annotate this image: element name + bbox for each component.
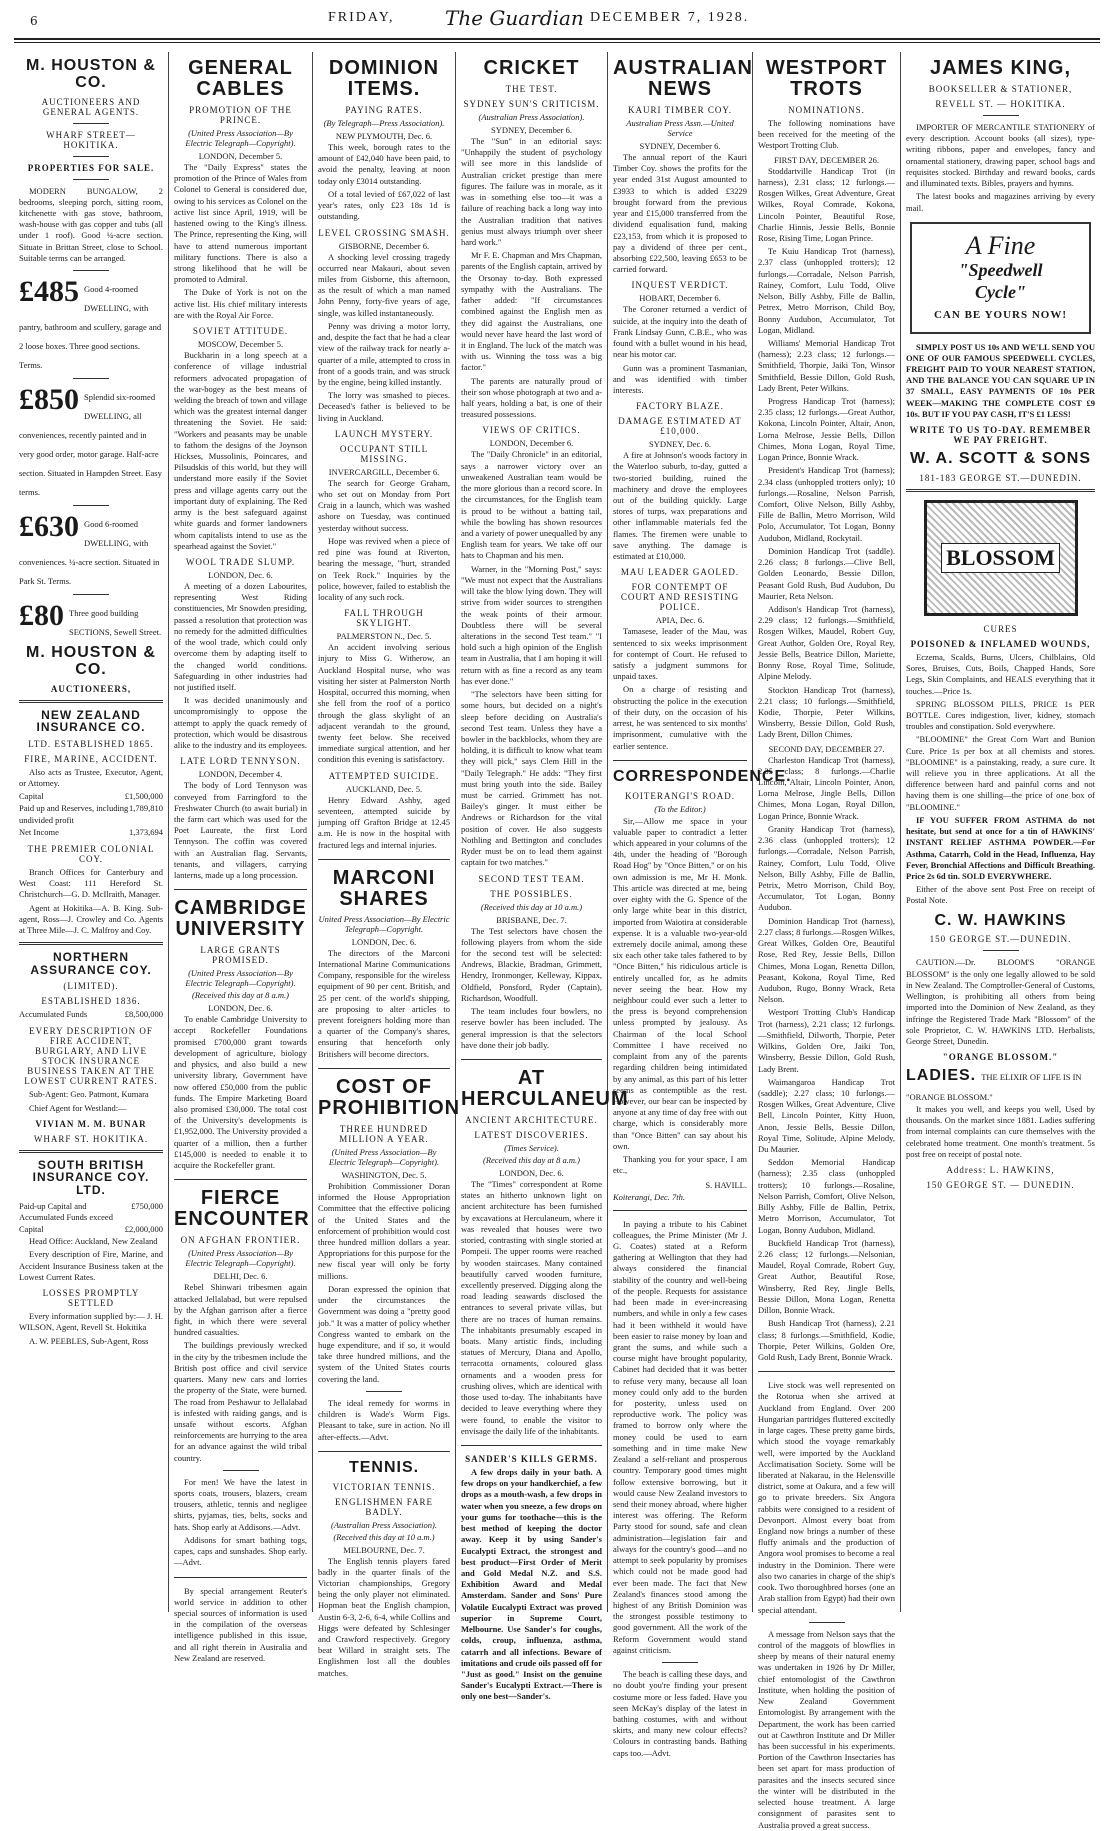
sub-agent: A. W. PEEBLES, Sub-Agent, Ross bbox=[29, 1335, 149, 1346]
wire-credit: (Australian Press Association). bbox=[330, 1519, 437, 1530]
dateline: APIA, Dec. 6. bbox=[655, 615, 705, 626]
race-entry: Buckfield Handicap Trot (harness), 2.26 class; 12 furlongs.—Nelsonian, Maudel, Royal Comrade, Robert Guy, Great Author, Beautiful Rose, Winsberry, Red Rey, Jingle Bells, Bessie Dillon, Mona Logan, Renetta Dillon, Bonnie Wrack. bbox=[758, 1237, 895, 1316]
wire-credit: (By Telegraph—Press Association). bbox=[323, 118, 445, 128]
advertisement: "BLOOMINE" the Great Corn Wart and Bunion Cure. Price 1s per box at all chemists and stores. "BLOOMINE" is a painstaking, ready, a sure cure. It will relieve you in three applications. At all the difference between hard and painful corns and not having them is one shilling—the price of one box of "BLOOMINE." bbox=[906, 734, 1095, 812]
story-paragraph: Doran expressed the opinion that under the circumstances the Government was doing a "pretty good job." It was a matter of policy whether Congress wanted to embark on the huge expenditure, and if so, it would take three hundred millions, and the system of the United States courts covering the land. bbox=[318, 1283, 450, 1384]
property-ad bbox=[19, 512, 163, 588]
separator bbox=[73, 594, 109, 595]
figure-value: 1,373,694 bbox=[129, 827, 163, 838]
story-title: SECOND TEST TEAM. bbox=[478, 873, 585, 884]
advertisement: The latest books and magazines arriving by every mail. bbox=[906, 191, 1095, 213]
race-entry: Addison's Handicap Trot (harness), 2.29 class; 12 furlongs.—Smithfield, Rosgen Wilkes, Maudel, Robert Guy, Great Author, Golden Ore, Royal Rey, Jessie Bells, Beatrice Dillon, Mariette, Bonny Rose, Royal Time, Solitude, Alpine Melody. bbox=[758, 603, 895, 682]
letter-place: Koiterangi, Dec. 7th. bbox=[613, 1191, 686, 1202]
story-paragraph: Of a total levied of £67,022 of last year's rates, only £23 18s 1d is outstanding. bbox=[318, 188, 450, 222]
story-title: VICTORIAN TENNIS. bbox=[332, 1481, 436, 1492]
insurance-company-name: NEW ZEALAND INSURANCE CO. bbox=[36, 707, 146, 735]
issue-day: FRIDAY, bbox=[328, 10, 395, 25]
ad-heading: CURES bbox=[983, 623, 1018, 634]
story-title: PAYING RATES. bbox=[345, 105, 423, 115]
figure-value: £8,500,000 bbox=[124, 1009, 163, 1020]
figure-row bbox=[19, 791, 163, 803]
story-title: INQUEST VERDICT. bbox=[631, 280, 729, 291]
separator bbox=[366, 1391, 402, 1392]
advertiser-name: W. A. SCOTT & SONS bbox=[910, 450, 1091, 468]
story-paragraph: The "Times" correspondent at Rome states an hitherto unknown light on ancient architecture has been furnished by excavations at Herculaneum, where it was revealed that houses were two storied, contrasting with single storied at Pompeii. The upper rooms were reached by wooden staircases. Many contained beautifully carved wooden furniture, excellently preserved. Digging along the road leading seawards disclosed the entrances to several private villas, but there are no traces of human remains. The inhabitants presumably escaped in boats. Many artistic finds, including statues of Mercury, Diana and Apollo, terracotta ornaments, coloured glass ornaments and a wooden press for crushing olives, which are identical with those used to-day. The inhabitants have decided to leave everything where they were found, to enable the visitor to envisage the daily life of the inhabitants. bbox=[461, 1178, 602, 1436]
story-title: FACTORY BLAZE. bbox=[636, 401, 724, 412]
story-paragraph: The "Sun" in an editorial says: "Unhappily the student of psychology will see more in this landslide of Australian cricket prestige than mere figures. The failure was in morale, as it was in something else too—it was a failure of reaching back a long way into the Australian tradition that natives genius must always triumph over sheer hard work." bbox=[461, 136, 602, 247]
property-ad bbox=[19, 601, 163, 639]
story-paragraph: "The selectors have been sitting for some hours, but decided on a night's sleep before deciding on Australia's second Test team. Unless they have a bowler in the backblocks, whom they are holding, it is difficult to know what team they will pick," says Clem Hill in the "Daily Telegraph." He adds: "They first must bring youth into the side. Bailey must be carried. Grimmett has not. Bailey's ginger. It must either be Andrews or Richardson for the vital position of cover. He also suggests Nothling and Bettington and concludes Ryder must be on to lead them against captain for two matches." bbox=[461, 689, 602, 868]
logo-text: BLOSSOM bbox=[941, 543, 1060, 573]
insurance-description: Every description of Fire, Marine, and Accident Insurance Business taken at the Lowest Current Rates. bbox=[19, 1249, 163, 1282]
double-rule bbox=[19, 942, 163, 945]
story-paragraph: It was decided unanimously and uncompromisingly to oppose the attempt to apply the quack remedy of protection, which would be disastrous alike to the industry and its employees. bbox=[174, 695, 307, 751]
figure-row bbox=[19, 827, 163, 839]
race-entry: Charleston Handicap Trot (harness), 2.35 class; 8 furlongs.—Charlie Lincoln, Altair, Lincoln Pointer, Anon, Lorna Melrose, Jingle Bells, Dillon Chimes, Mona Logan, Royal Dillon, Logan Prince, Bonnie Wrack. bbox=[758, 754, 895, 821]
dateline: DELHI, Dec. 6. bbox=[213, 1271, 268, 1282]
separator bbox=[73, 179, 109, 180]
dateline: LONDON, December 5. bbox=[198, 151, 283, 161]
masthead bbox=[0, 0, 1114, 52]
race-entry: Waimangaroa Handicap Trot (saddle); 2.27 class; 10 furlongs.—Rosgen Wilkes, Great Adventure, Clive Bell, Lincoln Pointer, Kitty Huon, Anon, Jessie Bells, Bessie Dillon, Royal Time, Solitude, Alpine Melody, Du Maurier. bbox=[758, 1076, 895, 1155]
story-paragraph: An accident involving serious injury to Miss G. Witherow, an Auckland Hospital nurse, who was visiting her sister at Palmerston North Hospital, occurred this morning, when she fell from the roof of a portico through the glass skylight of an adjacent verandah to the ground, twenty feet below. She received immediate surgical attention, and her condition this evening is satisfactory. bbox=[318, 642, 450, 765]
advertiser-name: JAMES KING, bbox=[929, 57, 1072, 79]
dateline: LONDON, Dec. 6. bbox=[351, 936, 417, 947]
figure-row bbox=[19, 1009, 163, 1021]
advertiser-trade: BOOKSELLER & STATIONER, bbox=[928, 84, 1073, 94]
section-heading: FIERCE ENCOUNTER bbox=[174, 1187, 310, 1231]
story-paragraph: The buildings previously wrecked in the city by the tribesmen include the British post office and civil service quarters. Many new cars and lorries the property of the State, were burned. The road from Peshawur to Jellalabad is infested with raiding gangs, and is unsafe without escorts. Afghan reinforcements are hurrying to the area for an advance against the wild tribal country. bbox=[174, 1340, 307, 1463]
story-paragraph: Live stock was well represented on the Rotorua when she arrived at Auckland from England. Over 200 Hungarian partridges fluttered excitedly in large cages. These pretty game birds, which stood the voyage remarkably well, were imported by the Auckland Acclimatisation Society. Some will be liberated at Nakarau, in the Helensville district, some at Oakura, and a few will go to private breeders. Six Angora rabbits were consigned to a resident of Devonport. Almost every boat from England now brings a number of these fluffy animals and the production of Angora wool promises to become a real industry in the Dominion. There were also two canaries in charge of the ship's cook. Two thoroughbred horses (one an Arab stallion from Egypt) had their own special attendant. bbox=[758, 1380, 895, 1615]
insurance-kind: FIRE, MARINE, ACCIDENT. bbox=[24, 753, 158, 764]
column-cricket bbox=[456, 52, 629, 1702]
story-paragraph: In paying a tribute to his Cabinet colleagues, the Prime Minister (Mr J. G. Coates) stated at a Reform gathering at Wellington that they had always considered the financial stability of the country and well-being of the people. Requests for assistance had been made in ever-increasing numbers, and while in only a few cases had it been withheld it would have been easier to raise money by loan and grant the sums, and while such a course might have brought popularity, Cabinet had decided that it was better to refuse very many, because all loan money could only add to the burden for posterity, unless used on reproductive work. The policy was framed to borrow only where the money could be used to earn something and in time make New Zealand a self-reliant and prosperous country. Temporary good times might follow extensive borrowing, but it would cause New Zealand investors to send their money abroad, where higher interest was offering. The Reform Party stood for sound, safe and clean administration—legislation fair and always for the country's good—and no attempt to seek popularity by promises which could not be made good had ever been made. The fact that New Zealand's finances stood among the highest of any British Dominion was the strongest possible testimony to good government. All the work of the Reform Government would stand against criticism. bbox=[613, 1218, 747, 1655]
story-subtitle: OCCUPANT STILL MISSING. bbox=[339, 443, 429, 464]
story-paragraph: Rebel Shinwari tribesmen again attacked Jellalabad, but were repulsed by the Afghan garrison after a fierce fight, in which there were several hundred casualties. bbox=[174, 1282, 307, 1338]
property-ad bbox=[19, 385, 163, 499]
ad-line: A Fine bbox=[965, 230, 1036, 260]
ad-line: "Speedwell bbox=[958, 260, 1043, 281]
separator bbox=[983, 115, 1019, 116]
wire-credit: (Times Service). bbox=[504, 1142, 559, 1153]
story-title: THE TEST. bbox=[505, 84, 558, 94]
story-paragraph: The directors of the Marconi International Marine Communications Company, responsible for the wireless equipment of 90 per cent. British, and 25 per cent. of the world's shipping, are proposing to alter articles to prevent foreigners holding more than a quarter of the Company's shares, ensuring that henceforth only Britishers will become directors. bbox=[318, 947, 450, 1059]
figure-label: Capital bbox=[19, 1224, 44, 1235]
story-paragraph: Henry Edward Ashby, aged seventeen, attempted suicide by jumping off Grafton Bridge at 12.45 a.m. He is now in the hospital with fractured legs and internal injuries. bbox=[318, 794, 450, 850]
story-title: LARGE GRANTS PROMISED. bbox=[200, 945, 281, 966]
dateline: WASHINGTON, Dec. 5. bbox=[341, 1169, 427, 1180]
advertisement: It makes you well, and keeps you well, Used by thousands. On the market since 1881. Ladies suffering from internal complaints can cure themselves with the celebrated home treatment. One month's treatment. 5s post free on receipt of postal note. bbox=[906, 1104, 1095, 1159]
advertisement-title: SANDER'S KILLS GERMS. bbox=[465, 1454, 598, 1464]
column-advertisements-left bbox=[14, 52, 168, 1612]
advertiser-address: 181-183 GEORGE ST.—DUNEDIN. bbox=[919, 472, 1082, 483]
property-price: £485 bbox=[19, 275, 79, 309]
separator bbox=[174, 1179, 307, 1180]
story-paragraph: Hope was revived when a piece of red pine was found at Riverton, bearing the message, "hurt, stranded on Teek Rock." Inquiries by the police, however, failed to establish the locality of any such rock. bbox=[318, 535, 450, 602]
story-title: LEVEL CROSSING SMASH. bbox=[318, 227, 450, 238]
advertiser-name: C. W. HAWKINS bbox=[934, 911, 1067, 929]
story-paragraph: Warner, in the "Morning Post," says: "We must not expect that the Australians will take the blow lying down. They will strive from wider sources to strengthen the weak points of their armour. Doubtless there will be several alterations in the second Test team." "I hold such a high opinion of the English team in Australia, that I am hoping it will return with as fine a record as any team has ever done." bbox=[461, 563, 602, 686]
ad-address: Address: L. HAWKINS, bbox=[946, 1165, 1055, 1176]
dateline: LONDON, Dec. 6. bbox=[208, 1003, 273, 1014]
separator bbox=[983, 950, 1019, 951]
received-note: (Received this day at 8 a.m.) bbox=[482, 1154, 580, 1165]
figure-row bbox=[19, 1201, 163, 1225]
story-title: MAU LEADER GAOLED. bbox=[620, 567, 740, 578]
story-title: ON AFGHAN FRONTIER. bbox=[180, 1235, 301, 1246]
story-subtitle: ENGLISHMEN FARE BADLY. bbox=[334, 1496, 434, 1517]
sub-agent: Sub-Agent: Geo. Patmont, Kumara bbox=[29, 1089, 149, 1100]
issue-date: DECEMBER 7, 1928. bbox=[590, 10, 750, 25]
separator bbox=[318, 1451, 450, 1452]
advertisement: SPRING BLOSSOM PILLS, PRICE 1s PER BOTTLE. Cures indigestion, liver, kidney, stomach troubles and constipation. Sold everywhere. bbox=[906, 698, 1095, 732]
dateline: HOBART, December 6. bbox=[639, 293, 721, 304]
dateline: SYDNEY, Dec. 6. bbox=[649, 439, 711, 450]
race-day-heading: FIRST DAY, DECEMBER 26. bbox=[774, 154, 879, 165]
figure-value: £1,500,000 bbox=[124, 791, 163, 802]
race-entry: Progress Handicap Trot (harness); 2.35 class; 12 furlongs.—Great Author, Kokona, Lincoln Pointer, Altair, Anon, Lorna Melrose, Jessie Bells, Dillon Chimes, Mona Logan, Royal Time, Logan Prince, Bonnie Wrack. bbox=[758, 396, 895, 463]
dateline: LONDON, Dec. 6. bbox=[499, 1167, 564, 1178]
column-australian-news bbox=[608, 52, 792, 1758]
ad-callout: WRITE TO US TO-DAY. REMEMBER WE PAY FREIGHT. bbox=[909, 425, 1092, 446]
dateline: GISBORNE, December 6. bbox=[338, 240, 430, 251]
separator bbox=[73, 270, 109, 271]
section-heading: AT HERCULANEUM bbox=[461, 1066, 629, 1110]
separator bbox=[809, 1622, 845, 1623]
section-heading: COST OF PROHIBITION bbox=[318, 1075, 461, 1119]
dateline: PALMERSTON N., Dec. 5. bbox=[336, 631, 432, 642]
spring-blossom-logo bbox=[924, 500, 1078, 616]
race-entry: Stoddartville Handicap Trot (in harness), 2.31 class; 12 furlongs.—Rosgen Wilkes, Great Adventure, Great Wilkes, Royal Comrade, Kokona, Lincoln Pointer, Beautiful Rose, Charlie Hinnis, Jessie Bells, Bonnie Rose, Rising Time, Logan Prince. bbox=[758, 165, 895, 243]
story-paragraph: The search for George Graham, who set out on Monday from Port Craig in a launch, which was washed ashore on Tuesday, was continued yesterday without success. bbox=[318, 477, 450, 533]
advertisement: CAUTION.—Dr. BLOOM'S "ORANGE BLOSSOM" is the only one legally allowed to be sold in New Zealand. The Comptroller-General of Customs, Wellington, is prohibiting all others from being imported into the Dominion of New Zealand, as they infringe the Registered Trade Mark "Blossom" of the sole Proprietor, C. W. HAWKINS LTD. Herbalists, George Street, Dunedin. bbox=[906, 957, 1095, 1046]
column-dominion-items bbox=[313, 52, 461, 1678]
figure-value: £2,000,000 bbox=[124, 1224, 163, 1235]
advertiser-address: 150 GEORGE ST.—DUNEDIN. bbox=[929, 934, 1072, 945]
column-general-cables bbox=[169, 52, 312, 1663]
double-rule bbox=[19, 1150, 163, 1153]
story-title: ANCIENT ARCHITECTURE. bbox=[465, 1114, 598, 1125]
advertisement: The ideal remedy for worms in children is Wade's Worm Figs. Pleasant to take, sure in action. No ill after-effects.—Advt. bbox=[318, 1397, 450, 1442]
story-paragraph: Buckharin in a long speech at a conference of village industrial reformers advocated propagation of the war-bogey as the best means of welding the breach of town and village which was the greatest internal danger threatening the Soviet. He said: "Workers and peasants may be unable to fathom the designs of the Joynson Hickses, Mussolinis, Poincares, and Pilsudskis of this world, but they will understand more easily if the Soviet press and village agents carry out the important duty of explaining. The Red army is the best safeguard against white guards and former landowners whom capitalists intend to use as the spearhead against the Soviet." bbox=[174, 350, 307, 551]
story-paragraph: The body of Lord Tennyson was conveyed from Farringford to the Freshwater Church (to await burial) in the farm cart which was used for the Poet Laureate, the first Lord Tennyson. The coffin was covered with an Australian flag. Servants, tenants, and villagers, carrying lanterns, made up a long procession. bbox=[174, 780, 307, 881]
story-paragraph: The Duke of York is not on the active list. His chief military interests are with the Royal Air Force. bbox=[174, 287, 307, 320]
masthead-rule bbox=[14, 38, 1100, 40]
property-description: Splendid six-roomed DWELLING, all conveniences, recently painted and in very good order, motor garage. Half-acre section. Situated in Hampden Street. Easy terms. bbox=[19, 392, 162, 498]
head-office: Head Office: Auckland, New Zealand bbox=[29, 1236, 158, 1247]
properties-heading: PROPERTIES FOR SALE. bbox=[27, 162, 155, 173]
insurance-ltd: (LIMITED). bbox=[63, 981, 119, 992]
story-subtitle: LATEST DISCOVERIES. bbox=[474, 1129, 589, 1140]
separator bbox=[613, 1210, 747, 1211]
losses-settled: LOSSES PROMPTLY SETTLED bbox=[42, 1288, 140, 1309]
double-rule bbox=[906, 489, 1095, 492]
advertisement: A few drops daily in your bath. A few drops on your handkerchief, a few drops as a mouth-wash, a few drops in water when you sneeze, a few drops on your gums for toothache—this is the best method of keeping the doctor away. Keep it by using Sander's Eucalypti Extract, the strongest and best product—First Order of Merit and Gold Medal N.Z. and S.S. Exhibition Award and Medal Amsterdam. Sander and Sons' Pure Volatile Eucalypti Extract was proved superior in Supreme Court, Melbourne. Use Sander's for coughs, colds, croup, influenza, asthma, catarrh and all infections. Beware of imitations and crude oils passed off for "Just as good." Insist on the genuine Sander's Eucalypti Extract.—There is only one best—Sander's. bbox=[461, 1467, 602, 1702]
double-rule bbox=[19, 700, 163, 703]
received-note: (Received this day at 10 a.m.) bbox=[333, 1531, 435, 1542]
column-westport-trots bbox=[753, 52, 900, 1830]
dateline: SYDNEY, December 6. bbox=[490, 125, 573, 135]
separator bbox=[73, 123, 109, 124]
agent-name: VIVIAN M. M. BUNAR bbox=[35, 1118, 147, 1129]
race-entry: Stockton Handicap Trot (harness), 2.21 class; 10 furlongs.—Smithfield, Kodie, Thorpie, Peter Wilkins, Winsberry, Bessie Dillon, Gold Rush, Lady Brent, Dillon Chimes. bbox=[758, 684, 895, 740]
agents: Agent at Hokitika—A. B. King. Sub-agent, Ross—J. Crowley and Co. Agents at Three Mile—J. C. Malfroy and Coy. bbox=[19, 902, 163, 935]
figure-value: 1,789,810 bbox=[129, 803, 163, 814]
insurance-company-name: NORTHERN ASSURANCE COY. bbox=[30, 950, 152, 977]
dateline: LONDON, December 6. bbox=[489, 438, 574, 449]
story-title: THREE HUNDRED MILLION A YEAR. bbox=[339, 1123, 429, 1144]
story-paragraph: The lorry was smashed to pieces. Deceased's father is believed to be living in Auckland. bbox=[318, 390, 450, 423]
story-subtitle: FOR CONTEMPT OF COURT AND RESISTING POLICE. bbox=[620, 582, 740, 613]
story-paragraph: On a charge of resisting and obstructing the police in the execution of their duty, on the occasion of his arrest, he was sentenced to six months' imprisonment, cumulative with the earlier sentence. bbox=[613, 684, 747, 751]
branch-offices: Branch Offices for Canterbury and West Coast: 111 Hereford St. Christchurch—G. D. McIlraith, Manager. bbox=[19, 866, 163, 900]
section-heading: AUSTRALIAN NEWS bbox=[613, 57, 753, 100]
property-price: £630 bbox=[19, 510, 79, 544]
separator bbox=[223, 1470, 259, 1471]
story-paragraph: The Coroner returned a verdict of suicide, at the inquiry into the death of Frank Lindsay Gunn, C.B.E., who was found with a bullet wound in his head, near his motor car. bbox=[613, 304, 747, 360]
story-title: VIEWS OF CRITICS. bbox=[482, 425, 581, 436]
story-paragraph: This week, borough rates to the amount of £42,040 have been paid, to avoid the penalty, leaving at noon today only £3014 outstanding. bbox=[318, 142, 450, 186]
story-paragraph: Prohibition Commissioner Doran informed the House Appropriation Committee that the effective policing of the United States and the enforcement of prohibition would cost three hundred million dollars a year. Appropriations for this purpose for the new fiscal year will only be forty millions. bbox=[318, 1180, 450, 1281]
firm-address: WHARF STREET—HOKITIKA. bbox=[46, 129, 136, 150]
dateline: AUCKLAND, Dec. 5. bbox=[345, 783, 423, 794]
advertisement: Addisons for smart bathing togs, capes, caps and sunshades. Shop early.—Advt. bbox=[174, 1534, 307, 1568]
insurance-established: ESTABLISHED 1836. bbox=[41, 996, 141, 1007]
figure-row bbox=[19, 803, 163, 827]
story-paragraph: The English tennis players fared badly in the quarter finals of the Victorian championships, Gregory being the only player not eliminated. Hopman beat the English champion, Austin 6-3, 2-6, 6-4, while Collins and Higgs were defeated by Schlesinger and Crawford respectively. Gregory beat Willard in straight sets. The Englishmen lost all the doubles matches. bbox=[318, 1555, 450, 1678]
story-paragraph: The "Daily Chronicle" in an editorial, says a narrower victory over an unweakened Australian team would be the more glorious than a record score. In the circumstances, for the English team is proud to be without a batting tail, while the bowling has shown resources and a variety of power unequalled by any English team for years. We take off our hats to Chapman and his men. bbox=[461, 449, 602, 561]
wire-credit: (Australian Press Association). bbox=[478, 112, 585, 122]
agent-info: Every information supplied by:— J. H. WILSON, Agent, Revell St. Hokitika bbox=[19, 1311, 163, 1333]
race-entry: Seddon Memorial Handicap (harness); 2.35 class (unhoppled trotters); 10 furlongs.—Rosaline, Nelson Parrish, Comfort, Olive Nelson, Billy Ashby, Fille de Ballin, Petrix, Metro Morrison, Accumulator, Tot Logan, Bonny Audubon, Midland. bbox=[758, 1157, 895, 1235]
story-title: KOITERANGI'S ROAD. bbox=[624, 790, 736, 801]
property-ad: MODERN BUNGALOW, 2 bedrooms, sleeping porch, sitting room, kitchenette with gas stove, bathroom, wash-house with gas copper and tubs (all under 1 roof). Good ¼-acre section. Situate in Brittan Street, close to School. Suitable terms can be arranged. bbox=[19, 185, 163, 263]
story-paragraph: The parents are naturally proud of their son whose photograph at two and a-half years, holding a bat, is one of their treasured possessions. bbox=[461, 375, 602, 420]
story-paragraph: A meeting of a dozen Labourites, representing West Riding constituencies, Mr Snowden presiding, passed a resolution that protection was no remedy for the admitted difficulties of the wool trade, which could only overcome them by adapting itself to the changed world conditions. Safeguarding in other industries had not justified itself. bbox=[174, 581, 307, 692]
wire-credit: (United Press Association—By Electric Telegraph—Copyright). bbox=[185, 128, 296, 148]
separator bbox=[318, 1068, 450, 1069]
story-paragraph: The annual report of the Kauri Timber Coy. shows the profits for the year ended 31st August amounted to £3933 to which is added £3229 brought forward from the previous year and £15,000 transferred from the dividend equalisation fund, making £23,153, from which it is proposed to pay a dividend of three per cent., absorbing £22,500, leaving £653 to be carried forward. bbox=[613, 152, 747, 275]
story-subtitle: THE POSSIBLES. bbox=[490, 888, 573, 899]
figure-label: Paid-up Capital and Accumulated Funds exceed bbox=[19, 1200, 113, 1223]
section-heading: TENNIS. bbox=[348, 1458, 420, 1476]
story-paragraph: To enable Cambridge University to accept Rockefeller Foundations promised £700,000 grant towards development of agriculture, biology and physics, and also build a new university library, Government have now offered £50,000 from the public funds. The Empire Marketing Board also promised £30,000. The total cost of the University's developments is £1,952,000. The University provided a quarter of a million, then a further £145,000 is needed to enable it to acquire the Rockefeller grant. bbox=[174, 1014, 307, 1171]
advertisement: IMPORTER OF MERCANTILE STATIONERY of every description. Account books (all sizes), type-writing ribbons, paper and envelopes, fancy and ornamental stationery, drawing paper, school bags and requisites stocked. Birthday and reward books, cards and illuminated texts. Bibles, prayers and hymns. bbox=[906, 122, 1095, 189]
race-entry: Granity Handicap Trot (harness), 2.36 class (unhoppled trotters); 12 furlongs.—Corradale, Nelson Parrish, Rainey, Comfort, Lulu Todd, Olive Nelson, Billy Ashby, Fille de Ballin, Petrix, Metro Morrison, Child Boy, Accumulator, Tot Logan, Bonny Audubon. bbox=[758, 823, 895, 913]
story-paragraph: The Test selectors have chosen the following players from whom the side for the second test will be selected: Andrews, Blackie, Bradman, Grimmett, Hendry, Ironmonger, Kelleway, Kippax, Oldfield, Ponsford, Ryder (Captain), Richardson, Woodfull. bbox=[461, 925, 602, 1003]
property-description: Three good building SECTIONS, Sewell Street. bbox=[69, 608, 162, 638]
ladies-ad bbox=[906, 1065, 1095, 1104]
story-paragraph: Gunn was a prominent Tasmanian, and was identified with timber interests. bbox=[613, 362, 747, 395]
story-title: NOMINATIONS. bbox=[788, 105, 865, 115]
story-title: KAURI TIMBER COY. bbox=[628, 105, 732, 115]
ladies-label: LADIES. bbox=[906, 1067, 977, 1085]
race-entry: Williams' Memorial Handicap Trot (harness); 2.23 class; 12 furlongs.—Smithfield, Thorpie, Jaiki Ton, Winsor Smithfield, Bessie Dillon, Gold Rush, Lady Brent, Peter Wilkins. bbox=[758, 337, 895, 393]
ad-line: Cycle" bbox=[975, 281, 1026, 302]
separator bbox=[73, 156, 109, 157]
race-entry: President's Handicap Trot (harness); 2.34 class (unhoppled trotters only); 10 furlongs.—Rosaline, Nelson Parrish, Comfort, Olive Nelson, Billy Ashby, Fille de Ballin, Metro Morrison, Wild Polo, Accumulator, Tot Logan, Bonny Audubon, Midland, Rockytail. bbox=[758, 465, 895, 543]
story-title: WOOL TRADE SLUMP. bbox=[185, 557, 296, 567]
figure-label: Paid up and Reserves, including undivided profit bbox=[19, 803, 129, 826]
ad-heading: POISONED & INFLAMED WOUNDS, bbox=[910, 638, 1091, 649]
dateline: BRISBANE, Dec. 7. bbox=[496, 914, 567, 925]
story-title: LATE LORD TENNYSON. bbox=[180, 756, 301, 767]
firm-description: AUCTIONEERS, bbox=[50, 683, 132, 694]
separator bbox=[613, 760, 747, 761]
letter-paragraph: Sir,—Allow me space in your valuable paper to contradict a letter which appeared in your columns of the 4th, under the heading of "Borough Road Hog" by "Once Bitten," or on his own admission is me, Mr H. Monk. This article was directed at me, being over eighty with the G. Spence of the only large white bear in this district, imported from Waiotira at considerable expense. It is a valuable two-year-old extremely docile animal, among these six each other take tales fathered to by "Once Bitten," his ridiculous article is entirely uncalled for, as he admits never seeing the bear. How my neighbour could ever such a letter to the press is beyond comprehension unless prompted by jealousy. As Chairman of the local School Committee I have received no complaint from any of the parents regarding children being intimidated by any animal, as this part of his letter seems as contemptible as the rest. However, our bear can be inspected by anyone at any time of day free with out charge, which is considerably more than "Once Bitten" can say about his own. bbox=[613, 815, 747, 1151]
story-paragraph: Penny was driving a motor lorry, and, despite the fact that he had a clear view of the railway track for nearly a-quarter of a mile, attempted to cross in front of a goods train, and was struck by the engine, being killed instantly. bbox=[318, 320, 450, 387]
advertiser-address: REVELL ST. — HOKITIKA. bbox=[935, 99, 1066, 109]
advertisement: IF YOU SUFFER FROM ASTHMA do not hesitate, but send at once for a tin of HAWKINS' INSTANT RELIEF ASTHMA POWDER.—For Asthma, Catarrh, Cold in the Head, Influenza, Hay Fever, Bronchial Affections and Difficult Breathing. Price 2s 6d tin. SOLD EVERYWHERE. bbox=[906, 814, 1095, 882]
received-note: (Received this day at 10 a.m.) bbox=[480, 901, 583, 912]
letter-paragraph: Thanking you for your space, I am etc., bbox=[613, 1154, 747, 1176]
separator bbox=[662, 1662, 698, 1663]
property-ad bbox=[19, 277, 163, 372]
wire-credit: (United Press Association—By Electric Telegraph—Copyright). bbox=[185, 968, 296, 989]
dateline: MELBOURNE, Dec. 7. bbox=[343, 1544, 425, 1555]
paper-name: The Guardian bbox=[445, 6, 584, 30]
separator bbox=[758, 1371, 895, 1372]
property-description: Good 4-roomed DWELLING, with pantry, bathroom and scullery, garage and 2 loose boxes. Three good sections. Terms. bbox=[19, 284, 162, 371]
chief-agent-label: Chief Agent for Westland:— bbox=[29, 1102, 127, 1113]
story-title: FALL THROUGH SKYLIGHT. bbox=[344, 608, 424, 629]
story-paragraph: A shocking level crossing tragedy occurred near Makauri, about seven miles from Gisborne, this afternoon, as the result of which a man named John Penny, forty-five years of age, single, was killed instantaneously. bbox=[318, 251, 450, 318]
property-description: Good 6-roomed DWELLING, with conveniences. ¼-acre section. Situated in Park St. Terms. bbox=[19, 519, 160, 587]
advertisement: For men! We have the latest in sports coats, trousers, blazers, cream trousers, athletic, tennis and negligee shirts, pyjamas, ties, belts, socks and hats. Shop early at Addisons.—Advt. bbox=[174, 1476, 307, 1532]
story-paragraph: The team includes four bowlers, no reserve bowler has been included. The general impression is that the selectors have done their job badly. bbox=[461, 1006, 602, 1050]
story-title: ATTEMPTED SUICIDE. bbox=[328, 770, 440, 781]
separator bbox=[73, 505, 109, 506]
race-entry: Dominion Handicap Trot (harness), 2.27 class; 8 furlongs.—Rosgen Wilkes, Great Wilkes, Golden Ore, Beautiful Rose, Red Rey, Jessie Bells, Dillon Chimes, Mona Logan, Renetta Dillon, Peasant, Kokona, Royal Time, Red Audubon, Rugo, Bonny Wrack, Reta Nelson. bbox=[758, 915, 895, 1005]
wire-credit: Australian Press Assn.—United Service bbox=[626, 118, 734, 138]
dateline: NEW PLYMOUTH, Dec. 6. bbox=[335, 131, 433, 141]
story-paragraph: Tamasese, leader of the Mau, was sentenced to six weeks imprisonment for contempt of Court. He refused to satisfy a judgment summons for unpaid taxes. bbox=[613, 626, 747, 682]
separator bbox=[318, 859, 450, 860]
ad-tagline: CAN BE YOURS NOW! bbox=[933, 308, 1067, 321]
story-title: SOVIET ATTITUDE. bbox=[192, 326, 289, 337]
received-note: (Received this day at 8 a.m.) bbox=[191, 990, 289, 1001]
agent-address: WHARF ST. HOKITIKA. bbox=[33, 1133, 149, 1144]
advertisement: Either of the above sent Post Free on receipt of Postal Note. bbox=[906, 884, 1095, 906]
race-entry: Westport Trotting Club's Handicap Trot (harness), 2.21 class; 12 furlongs.—Smithfield, Dilworth, Thorpie, Peter Wilkins, Golden Ore, Jaiki Ton, Winsberry, Bessie Dillon, Gold Rush, Lady Brent. bbox=[758, 1007, 895, 1074]
story-paragraph: A fire at Johnson's woods factory in the Waterloo suburb, to-day, gutted a two-storied building, ruined the machinery and drove the employees out of the building quickly. Large stores of turps, wax preparations and other inflammable materials fed the flames. The firemen were unable to save anything. The damage is estimated at £10,000. bbox=[613, 450, 747, 562]
section-heading: WESTPORT TROTS bbox=[765, 57, 888, 100]
race-entry: Te Kuiu Handicap Trot (harness), 2.37 class (unhoppled trotters); 12 furlongs.—Corradale, Nelson Parrish, Rainey, Comfort, Lulu Todd, Olive Nelson, Billy Ashby, Fille de Ballin, Petrex, Metro Morrison, Child Boy, Bonny Audubon, Accumulator, Tot Logan, Midland. bbox=[758, 246, 895, 335]
story-paragraph: The "Daily Express" states the promotion of the Prince of Wales from Colonel to General is considered due, owing to his services as Colonel on the active list since April, 1919, will be hastened owing to the King's illness. The Prince, representing the King, will have to attend numerous important military functions. There is also a strong likelihood that he will be promoted to Admiral. bbox=[174, 162, 307, 285]
separator bbox=[174, 889, 307, 890]
wire-credit: (United Press Association—By Electric Telegraph—Copyright). bbox=[185, 1248, 296, 1269]
wire-credit: (United Press Association—By Electric Telegraph—Copyright). bbox=[328, 1146, 440, 1167]
firm-name: M. HOUSTON & CO. bbox=[26, 57, 156, 91]
section-heading: CAMBRIDGE UNIVERSITY bbox=[174, 897, 307, 941]
advertisement: SIMPLY POST US 10s AND WE'LL SEND YOU ONE OF OUR FAMOUS SPEEDWELL CYCLES, FREIGHT PAID TO YOUR NEAREST STATION, AND THE BALANCE YOU CAN SQUARE UP IN 37 SMALL, EASY PAYMENTS OF 10s PER WEEK—MAKING THE COMPLETE COST £9 10s. BUT IF YOU PAY CASH, IT'S £1 LESS! bbox=[906, 341, 1095, 419]
section-heading: CRICKET bbox=[483, 57, 580, 79]
letter-signature: S. HAVILL. bbox=[705, 1179, 747, 1190]
speedwell-cycle-ad bbox=[910, 222, 1091, 334]
dateline: MOSCOW, December 5. bbox=[197, 339, 284, 350]
insurance-description: EVERY DESCRIPTION OF FIRE ACCIDENT, BURGLARY, AND LIVE STOCK INSURANCE BUSINESS TAKEN AT THE LOWEST CURRENT RATES. bbox=[24, 1026, 158, 1087]
reuters-note: By special arrangement Reuter's world service in addition to other special sources of information is used in the compilation of the overseas intelligence published in this issue, and all right therein in Australia and New Zealand are reserved. bbox=[174, 1585, 307, 1663]
section-heading: GENERAL CABLES bbox=[188, 57, 293, 100]
column-advertisements-right bbox=[901, 52, 1100, 1612]
ad-heading: "ORANGE BLOSSOM." bbox=[942, 1052, 1059, 1063]
story-paragraph: A message from Nelson says that the control of the maggots of blowflies in sheep by means of their natural enemy was undertaken in 1926 by Dr Miller, chief entomologist of the Cawthron Institute, when holding the position of New Zealand Government Entomologist. By arrangement with the Department, the work has been carried out at Cawthron Institute and Dr Miller has been successful in his experiments. Portion of the Cawthron Insectaries has been set apart for mass production of parasites and the insects secured since the winter will be distributed in the selected house treatment. A large consignment of parasites sent to Australia proved a great success. bbox=[758, 1628, 895, 1830]
figure-label: Net Income bbox=[19, 827, 59, 838]
firm-name: M. HOUSTON & CO. bbox=[26, 644, 156, 678]
dateline: LONDON, December 4. bbox=[198, 769, 283, 780]
figure-label: Accumulated Funds bbox=[19, 1009, 88, 1020]
separator bbox=[174, 1577, 307, 1578]
insurance-note: Also acts as Trustee, Executor, Agent, or Attorney. bbox=[19, 766, 163, 789]
dateline: LONDON, Dec. 6. bbox=[208, 570, 273, 580]
race-entry: Bush Handicap Trot (harness), 2.21 class; 8 furlongs.—Smithfield, Kodie, Thorpie, Peter Wilkins, Golden Ore, Gold Rush, Lady Brent, Bonnie Wrack. bbox=[758, 1318, 895, 1362]
figure-value: £750,000 bbox=[131, 1200, 163, 1211]
letter-salutation: (To the Editor.) bbox=[654, 803, 706, 814]
masthead-rule-thin bbox=[14, 42, 1100, 43]
story-subtitle: SYDNEY SUN'S CRITICISM. bbox=[463, 99, 600, 109]
story-title: LAUNCH MYSTERY. bbox=[334, 428, 434, 439]
dateline: SYDNEY, December 6. bbox=[639, 141, 721, 151]
insurance-established: LTD. ESTABLISHED 1865. bbox=[28, 738, 154, 749]
section-heading: DOMINION ITEMS. bbox=[328, 57, 440, 100]
story-subtitle: DAMAGE ESTIMATED AT £10,000. bbox=[618, 416, 742, 437]
ad-address: 150 GEORGE ST. — DUNEDIN. bbox=[926, 1180, 1075, 1191]
property-price: £80 bbox=[19, 599, 64, 633]
figure-row bbox=[19, 1224, 163, 1236]
race-day-heading: SECOND DAY, DECEMBER 27. bbox=[768, 743, 885, 754]
insurance-tagline: THE PREMIER COLONIAL COY. bbox=[27, 843, 155, 864]
advertisement: The beach is calling these days, and no doubt you're finding your present costume more or less faded. Have you seen McKay's display of the latest in bathing costumes, with and without skirts, and many new colour effects? Colours in contrasting bands. Bathing caps too.—Advt. bbox=[613, 1669, 747, 1758]
figure-label: Capital bbox=[19, 791, 44, 802]
dateline: INVERCARGILL, December 6. bbox=[328, 466, 440, 477]
separator bbox=[461, 1445, 602, 1446]
section-heading: MARCONI SHARES bbox=[332, 866, 436, 910]
insurance-company-name: SOUTH BRITISH INSURANCE COY. LTD. bbox=[32, 1157, 150, 1197]
property-price: £850 bbox=[19, 383, 79, 417]
story-title: PROMOTION OF THE PRINCE. bbox=[189, 105, 292, 125]
story-paragraph: Mr F. E. Chapman and Mrs Chapman, parents of the English captain, arrived by the Orsonay to-day. Both expressed sympathy with the Australians. The father added: "If circumstances combined against the English men as they did against the Australians, one would never have heard the last word of it in England. The luck of the match was with us. Winning the toss was a big factor." bbox=[461, 250, 602, 373]
wire-credit: United Press Association—By Electric Telegraph—Copyright. bbox=[318, 913, 450, 934]
story-paragraph: The following nominations have been received for the meeting of the Westport Trotting Club. bbox=[758, 118, 895, 151]
advertisement: Eczema, Scalds, Burns, Ulcers, Chilblains, Old Sores, Bruises, Cuts, Boils, Chapped Hands, Sore Legs, Skin Complaints, and HEALS everything that it touches.—Price 1s. bbox=[906, 651, 1095, 696]
firm-description: AUCTIONEERS AND GENERAL AGENTS. bbox=[41, 96, 141, 117]
separator bbox=[73, 378, 109, 379]
separator bbox=[461, 1059, 602, 1060]
race-entry: Dominion Handicap Trot (saddle). 2.26 class; 8 furlongs.—Clive Bell, Golden Leonardo, Bessie Dillon, Peasant Gold Rush, Bud Audubon, Du Maurier, Reta Nelson. bbox=[758, 545, 895, 601]
ladies-tagline: THE ELIXIR OF LIFE IS IN "ORANGE BLOSSOM." bbox=[906, 1072, 1082, 1103]
page-number: 6 bbox=[30, 14, 38, 28]
section-heading: CORRESPONDENCE. bbox=[613, 767, 792, 785]
